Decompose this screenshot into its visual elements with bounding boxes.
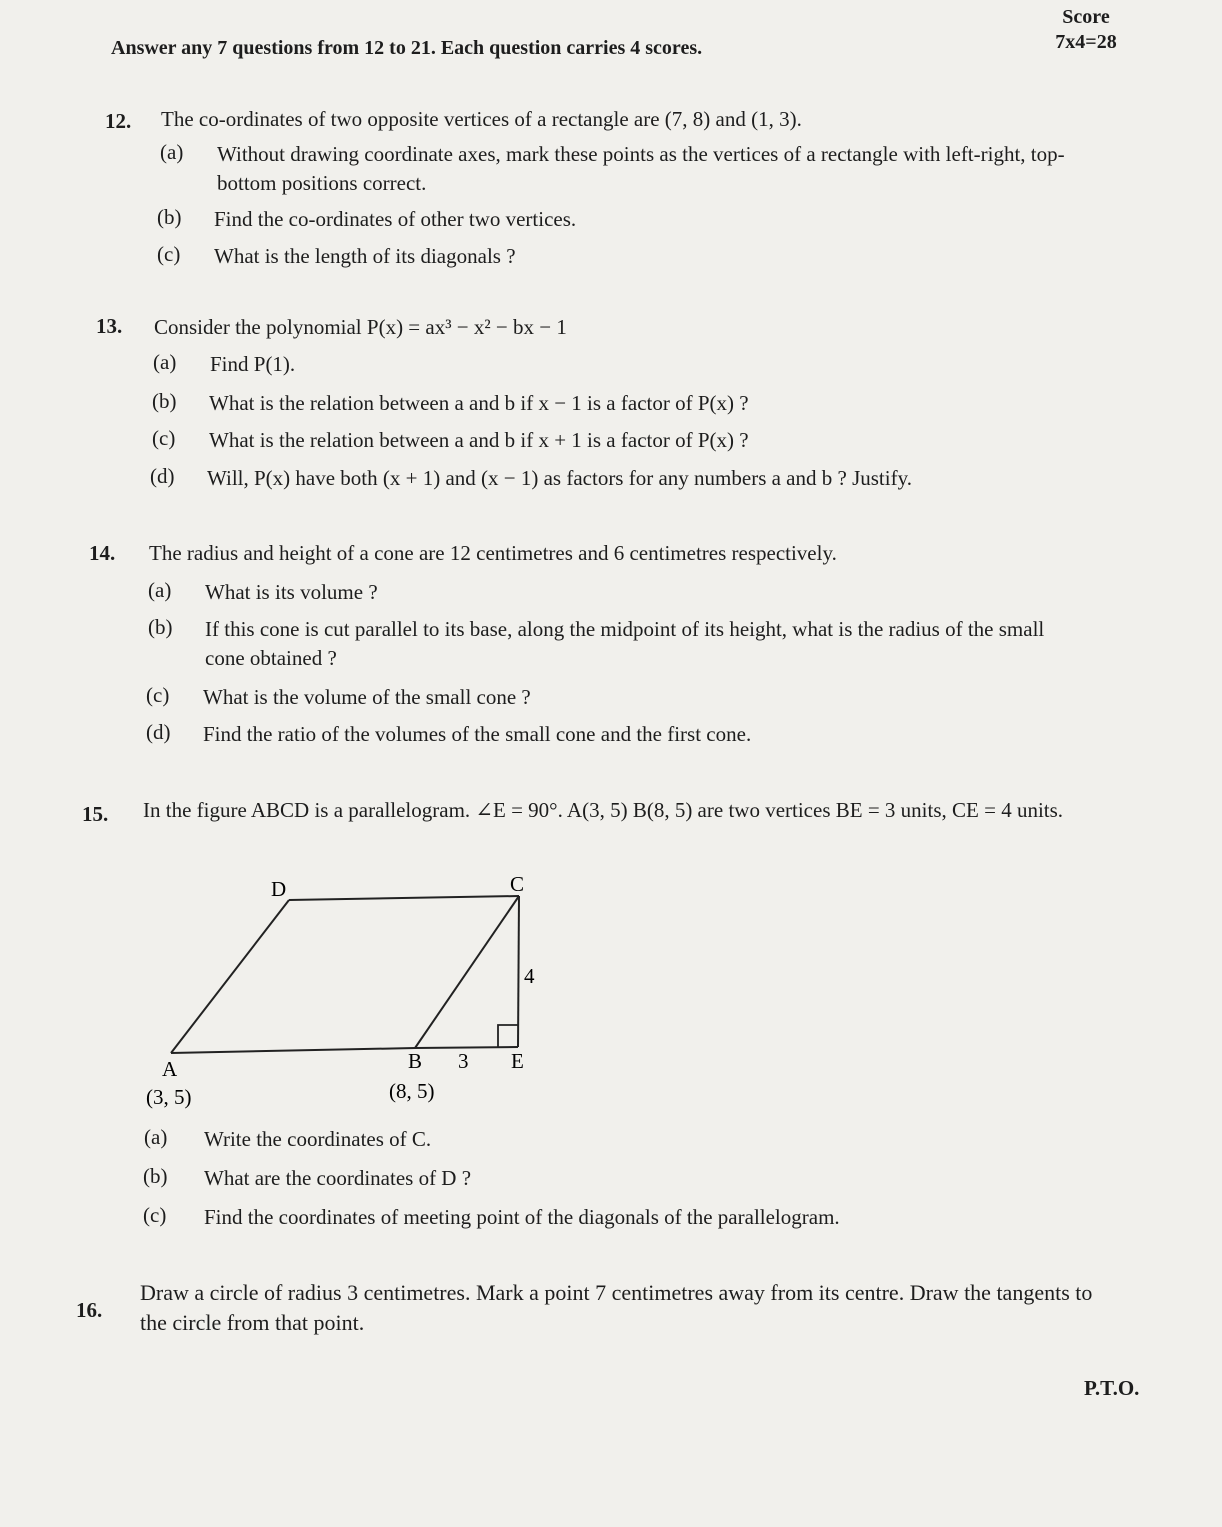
question-part <box>153 350 1073 380</box>
part-label: (d) <box>150 464 175 488</box>
part-label: (d) <box>146 720 171 744</box>
question-part <box>150 464 1070 494</box>
score-value: 7x4=28 <box>1055 31 1117 53</box>
question-part <box>157 242 1057 272</box>
part-label: (b) <box>157 205 182 229</box>
part-label: (b) <box>148 615 173 639</box>
question-text: The co-ordinates of two opposite vertices of a rectangle are (7, 8) and (1, 3). <box>161 107 802 131</box>
label-b: B <box>408 1049 423 1073</box>
question-part <box>148 615 1088 675</box>
part-text: If this cone is cut parallel to its base, along the midpoint of its height, what is the radius of the small cone obtained ? <box>205 617 1045 670</box>
part-text: Find the co-ordinates of other two vertices. <box>214 207 577 231</box>
label-b-coords: (8, 5) <box>389 1079 435 1103</box>
label-d: D <box>271 877 287 901</box>
part-label: (b) <box>143 1164 168 1188</box>
part-label: (a) <box>144 1125 168 1149</box>
pto-text: P.T.O. <box>1084 1376 1140 1400</box>
question-text: Consider the polynomial P(x) = ax³ − x² − bx − 1 <box>154 315 567 339</box>
parallelogram-figure <box>130 860 570 1120</box>
part-label: (c) <box>143 1203 167 1227</box>
part-text: Find P(1). <box>210 352 296 376</box>
part-text: Will, P(x) have both (x + 1) and (x − 1) as factors for any numbers a and b ? Justify. <box>207 466 912 490</box>
question-part <box>157 205 1057 235</box>
part-text: Find the ratio of the volumes of the small cone and the first cone. <box>203 722 752 746</box>
question-number: 16. <box>76 1298 103 1322</box>
question-number: 15. <box>82 802 109 826</box>
side-dc <box>289 896 519 900</box>
question-part <box>152 426 1072 456</box>
question-number: 13. <box>96 314 123 338</box>
question-number: 12. <box>105 109 132 133</box>
score-box <box>1036 5 1136 55</box>
part-text: Write the coordinates of C. <box>204 1127 432 1151</box>
part-label: (a) <box>153 350 177 374</box>
label-c: C <box>510 872 525 896</box>
part-text: What is its volume ? <box>205 580 378 604</box>
label-a: A <box>162 1057 178 1081</box>
question-part <box>160 140 1070 200</box>
side-ad <box>171 900 289 1053</box>
part-text: What is the relation between a and b if x − 1 is a factor of P(x) ? <box>209 391 749 415</box>
question-part <box>143 1164 1083 1194</box>
question-text: The radius and height of a cone are 12 centimetres and 6 centimetres respectively. <box>149 541 837 565</box>
part-label: (a) <box>160 140 184 164</box>
question-part <box>146 720 1076 750</box>
question-part <box>143 1203 1083 1233</box>
question-number: 14. <box>89 541 116 565</box>
part-label: (a) <box>148 578 172 602</box>
label-ce-length: 4 <box>524 964 535 988</box>
right-angle-mark <box>498 1025 518 1047</box>
question-part <box>148 578 1078 608</box>
label-e: E <box>511 1049 524 1073</box>
part-label: (b) <box>152 389 177 413</box>
part-text: Without drawing coordinate axes, mark these points as the vertices of a rectangle with left-right, top-bottom positions correct. <box>217 142 1065 195</box>
instruction-text: Answer any 7 questions from 12 to 21. Each question carries 4 scores. <box>111 37 703 59</box>
segment-ce <box>518 896 519 1047</box>
question-part <box>152 389 1072 419</box>
question-part <box>144 1125 1084 1155</box>
part-text: What is the volume of the small cone ? <box>203 685 531 709</box>
label-be-length: 3 <box>458 1049 469 1073</box>
segment-be <box>415 1047 518 1048</box>
score-label: Score <box>1062 6 1110 28</box>
part-text: What is the length of its diagonals ? <box>214 244 516 268</box>
part-label: (c) <box>146 683 170 707</box>
part-label: (c) <box>152 426 176 450</box>
part-label: (c) <box>157 242 181 266</box>
question-part <box>146 683 1076 713</box>
side-ab <box>171 1048 415 1053</box>
label-a-coords: (3, 5) <box>146 1085 192 1109</box>
question-text: Draw a circle of radius 3 centimetres. Mark a point 7 centimetres away from its centre. Draw the tangents to the circle from that point. <box>140 1280 1093 1335</box>
question-text: In the figure ABCD is a parallelogram. ∠E = 90°. A(3, 5) B(8, 5) are two vertices BE = 3 units, CE = 4 units. <box>143 798 1064 822</box>
part-text: What are the coordinates of D ? <box>204 1166 472 1190</box>
part-text: What is the relation between a and b if x + 1 is a factor of P(x) ? <box>209 428 749 452</box>
part-text: Find the coordinates of meeting point of the diagonals of the parallelogram. <box>204 1205 840 1229</box>
